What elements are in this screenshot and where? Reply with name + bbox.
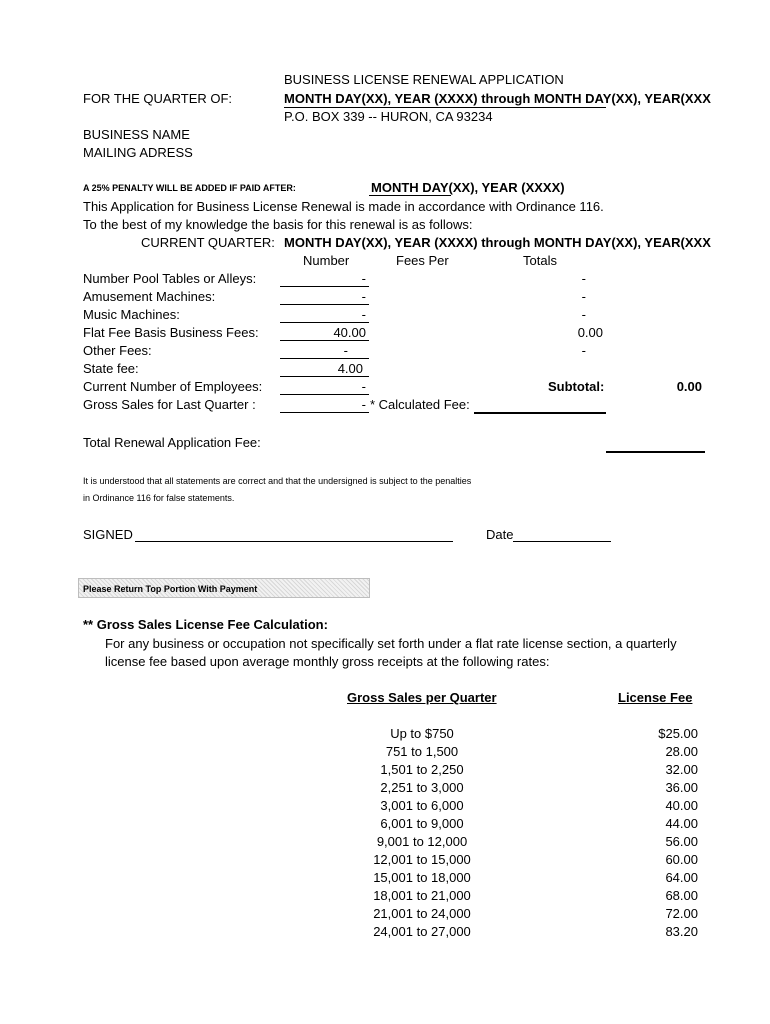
table-row-range: 24,001 to 27,000	[373, 924, 471, 939]
return-portion-banner	[78, 578, 370, 598]
table-row-fee: 68.00	[665, 888, 698, 903]
fee-number-underline	[280, 412, 369, 413]
statement-line-2: in Ordinance 116 for false statements.	[83, 493, 235, 503]
table-row-fee: 28.00	[665, 744, 698, 759]
fee-label: Music Machines:	[83, 307, 180, 322]
table-row-range: 12,001 to 15,000	[373, 852, 471, 867]
quarter-underline	[284, 107, 606, 108]
total-renewal-label: Total Renewal Application Fee:	[83, 435, 261, 450]
fee-number-underline	[280, 394, 369, 395]
fee-total: 0.00	[577, 325, 603, 340]
table-row-fee: 32.00	[665, 762, 698, 777]
table-row-fee: 60.00	[665, 852, 698, 867]
gross-sales-heading: ** Gross Sales License Fee Calculation:	[83, 617, 328, 632]
col-gross-sales: Gross Sales per Quarter	[347, 690, 497, 705]
signed-label: SIGNED	[83, 527, 133, 542]
fee-number-field[interactable]: -	[361, 379, 366, 394]
total-renewal-field[interactable]	[606, 451, 705, 453]
table-row-range: 1,501 to 2,250	[380, 762, 464, 777]
penalty-date: MONTH DAY(XX), YEAR (XXXX)	[371, 180, 565, 195]
table-row-fee: 56.00	[665, 834, 698, 849]
fee-number-field[interactable]: -	[361, 307, 366, 322]
fee-label: Amusement Machines:	[83, 289, 216, 304]
fee-number-underline	[280, 322, 369, 323]
statement-line-1: It is understood that all statements are correct and that the undersigned is subject to the penalties	[83, 476, 472, 486]
table-row-fee: 72.00	[665, 906, 698, 921]
fee-label: Flat Fee Basis Business Fees:	[83, 325, 259, 340]
form-title: BUSINESS LICENSE RENEWAL APPLICATION	[284, 72, 564, 87]
table-row-fee: 44.00	[665, 816, 698, 831]
table-row-range: 751 to 1,500	[385, 744, 459, 759]
table-row-range: 9,001 to 12,000	[376, 834, 468, 849]
quarter-value: MONTH DAY(XX), YEAR (XXXX) through MONTH DAY(XX), YEAR(XXX	[284, 91, 711, 106]
quarter-label: FOR THE QUARTER OF:	[83, 91, 233, 106]
calculated-fee-field[interactable]	[474, 412, 606, 414]
current-quarter-value: MONTH DAY(XX), YEAR (XXXX) through MONTH DAY(XX), YEAR(XXX	[284, 235, 711, 250]
fee-number-field[interactable]: 40.00	[333, 325, 366, 340]
fee-number-field[interactable]: -	[361, 397, 366, 412]
table-row-range: 2,251 to 3,000	[380, 780, 464, 795]
intro-line-2: To the best of my knowledge the basis for this renewal is as follows:	[83, 217, 473, 232]
fee-number-underline	[280, 376, 369, 377]
banner-text: Please Return Top Portion With Payment	[83, 584, 258, 594]
current-quarter-label: CURRENT QUARTER:	[141, 235, 275, 250]
col-number: Number	[303, 253, 350, 268]
fee-number-underline	[280, 358, 369, 359]
intro-line-1: This Application for Business License Renewal is made in accordance with Ordinance 116.	[83, 199, 604, 214]
fee-label: State fee:	[83, 361, 139, 376]
table-row-range: 3,001 to 6,000	[380, 798, 464, 813]
table-row-range: 6,001 to 9,000	[380, 816, 464, 831]
fee-total: -	[581, 289, 586, 304]
col-license-fee: License Fee	[618, 690, 693, 705]
table-row-fee: $25.00	[658, 726, 698, 741]
signature-field[interactable]	[135, 541, 453, 542]
penalty-date-underline	[369, 195, 451, 196]
penalty-label: A 25% PENALTY WILL BE ADDED IF PAID AFTER:	[83, 183, 296, 193]
mailing-address: P.O. BOX 339 -- HURON, CA 93234	[284, 109, 493, 124]
table-row-fee: 83.20	[665, 924, 698, 939]
fee-total: -	[581, 271, 586, 286]
gross-sales-para-2: license fee based upon average monthly gross receipts at the following rates:	[105, 654, 550, 669]
date-field[interactable]	[513, 541, 611, 542]
business-name-label: BUSINESS NAME	[83, 127, 190, 142]
mailing-address-label: MAILING ADRESS	[83, 145, 193, 160]
fee-number-underline	[280, 286, 369, 287]
table-row-fee: 40.00	[665, 798, 698, 813]
subtotal-value: 0.00	[676, 379, 702, 394]
table-row-range: Up to $750	[390, 726, 454, 741]
fee-number-field[interactable]: -	[361, 271, 366, 286]
subtotal-label: Subtotal:	[548, 379, 605, 394]
date-label: Date	[486, 527, 514, 542]
table-row-range: 15,001 to 18,000	[373, 870, 471, 885]
fee-number-field[interactable]: -	[343, 343, 348, 358]
fee-label: Current Number of Employees:	[83, 379, 263, 394]
col-fees-per: Fees Per	[396, 253, 449, 268]
fee-number-field[interactable]: 4.00	[337, 361, 363, 376]
table-row-fee: 64.00	[665, 870, 698, 885]
table-row-fee: 36.00	[665, 780, 698, 795]
fee-number-underline	[280, 340, 369, 341]
fee-number-underline	[280, 304, 369, 305]
gross-sales-para-1: For any business or occupation not specifically set forth under a flat rate license section, a quarterly	[105, 636, 677, 651]
table-row-range: 18,001 to 21,000	[373, 888, 471, 903]
fee-label: Other Fees:	[83, 343, 152, 358]
fee-total: -	[581, 343, 586, 358]
fee-total: -	[581, 307, 586, 322]
calculated-fee-label: * Calculated Fee:	[370, 397, 470, 412]
col-totals: Totals	[523, 253, 557, 268]
fee-number-field[interactable]: -	[361, 289, 366, 304]
table-row-range: 21,001 to 24,000	[373, 906, 471, 921]
fee-label: Gross Sales for Last Quarter :	[83, 397, 256, 412]
fee-label: Number Pool Tables or Alleys:	[83, 271, 257, 286]
